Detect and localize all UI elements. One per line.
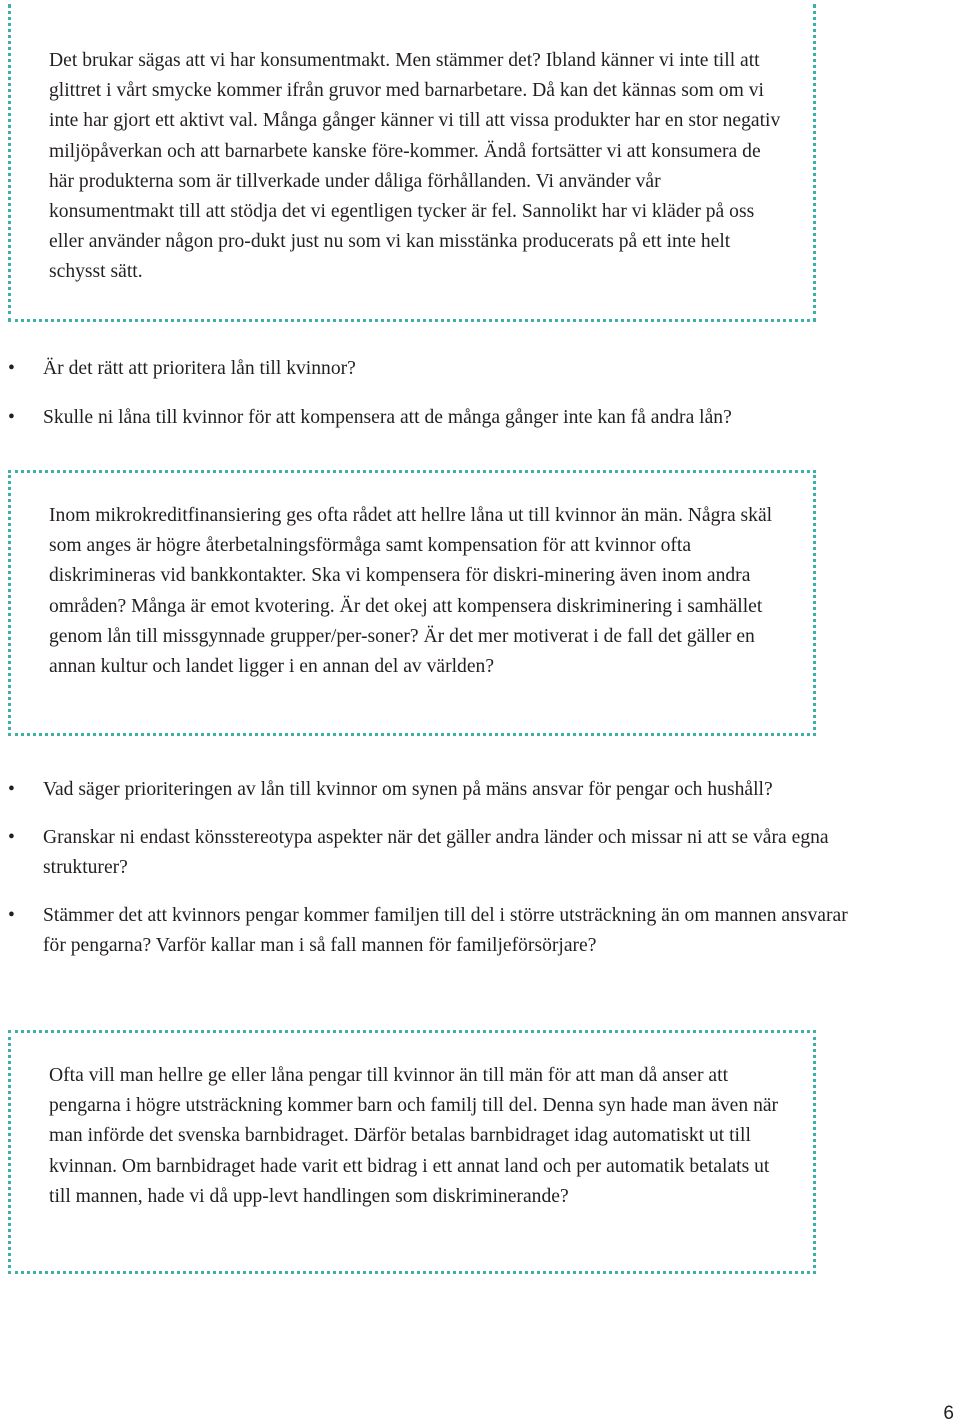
list-item xyxy=(0,775,860,806)
page-number: 6 xyxy=(943,1403,954,1424)
info-box-microcredit xyxy=(8,470,816,736)
list-item xyxy=(0,403,860,434)
info-box-text: Ofta vill man hellre ge eller låna pengar till kvinnor än till män för att man då anser att pengarna i högre utsträckning kommer barn och familj till del. Denna syn hade man även när man införde det svenska barnbidraget. Därför betalas barnbidraget idag automatiskt ut till kvinnan. Om barnbidraget hade varit ett bidrag i ett annat land och per automatik betalats ut till mannen, hade vi då upp-levt handlingen som diskriminerande? xyxy=(49,1065,779,1207)
list-item xyxy=(0,901,860,962)
question-text: Vad säger prioriteringen av lån till kvinnor om synen på mäns ansvar för pengar och hushåll? xyxy=(43,779,773,800)
question-text: Granskar ni endast könsstereotypa aspekter när det gäller andra länder och missar ni att se våra egna strukturer? xyxy=(43,826,829,878)
bullet: • xyxy=(8,826,15,848)
info-box-consumer-power xyxy=(8,4,816,322)
question-list-1 xyxy=(0,354,860,451)
list-item xyxy=(0,823,860,884)
question-text: Stämmer det att kvinnors pengar kommer familjen till del i större utsträckning än om mannen ansvarar för pengarna? Varför kallar man i så fall mannen för familjeförsörjare? xyxy=(43,904,848,956)
bullet: • xyxy=(8,358,15,379)
bullet: • xyxy=(8,779,15,800)
info-box-child-benefit xyxy=(8,1030,816,1274)
bullet: • xyxy=(8,904,15,926)
question-list-2 xyxy=(0,775,860,979)
info-box-text: Det brukar sägas att vi har konsumentmakt. Men stämmer det? Ibland känner vi inte till att glittret i vårt smycke kommer ifrån gruvor med barnarbetare. Då kan det kännas som om vi inte har gjort ett aktivt val. Många gånger känner vi till att vissa produkter har en stor negativ miljöpåverkan och att barnarbete kanske före-kommer. Ändå fortsätter vi att konsumera de här produkterna som är tillverkade under dåliga förhållanden. Vi använder vår konsumentmakt till att stödja det vi egentligen tycker är fel. Sannolikt har vi kläder på oss eller använder någon pro-dukt just nu som vi kan misstänka producerats på ett inte helt schysst sätt. xyxy=(49,50,781,283)
list-item xyxy=(0,354,860,385)
question-text: Är det rätt att prioritera lån till kvinnor? xyxy=(43,358,356,379)
info-box-text: Inom mikrokreditfinansiering ges ofta rådet att hellre låna ut till kvinnor än män. Några skäl som anges är högre återbetalningsförmåga samt kompensation för att kvinnor ofta diskrimineras vid bankkontakter. Ska vi kompensera för diskri-minering även inom andra områden? Många är emot kvotering. Är det okej att kompensera diskriminering i samhället genom lån till missgynnade grupper/per-soner? Är det mer motiverat i de fall det gäller en annan kultur och landet ligger i en annan del av världen? xyxy=(49,505,773,678)
bullet: • xyxy=(8,406,15,428)
question-text: Skulle ni låna till kvinnor för att kompensera att de många gånger inte kan få andra lån? xyxy=(43,406,732,428)
